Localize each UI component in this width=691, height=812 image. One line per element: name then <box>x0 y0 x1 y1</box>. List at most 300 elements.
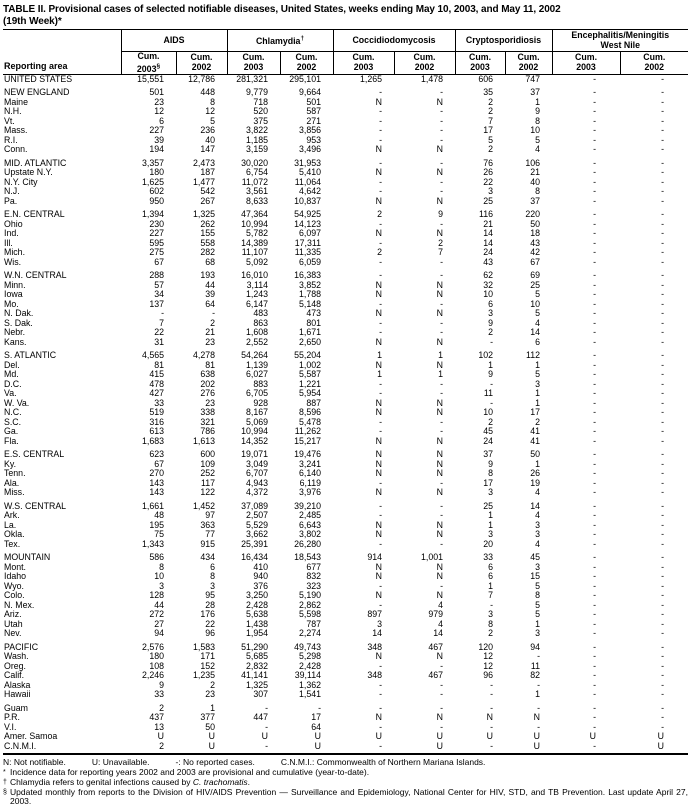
value-cell: 519 <box>149 408 164 418</box>
reporting-area-cell: Maine <box>4 97 28 107</box>
value-cell: 3,241 <box>298 459 321 469</box>
value-cell: - <box>661 449 665 460</box>
value-cell: 28 <box>205 600 215 610</box>
value-cell: - <box>593 690 597 700</box>
value-cell: - <box>490 680 494 690</box>
value-cell: - <box>379 511 382 521</box>
value-cell: 180 <box>149 168 164 178</box>
table-title-line1: TABLE II. Provisional cases of selected notifiable diseases, United States, weeks ending May 10, 2003, and May 11, 2002 <box>3 4 561 15</box>
value-cell: 3 <box>488 309 494 319</box>
value-cell: 62 <box>483 270 494 281</box>
value-cell: 427 <box>149 389 164 399</box>
reporting-area-cell: Iowa <box>4 290 23 300</box>
value-cell: - <box>593 469 597 479</box>
value-cell: 1,608 <box>245 328 268 338</box>
value-cell: - <box>661 177 665 187</box>
value-cell: - <box>661 610 665 620</box>
table-row <box>3 601 688 611</box>
column-header: Cum. 2002 <box>280 52 333 75</box>
value-cell: - <box>661 209 665 220</box>
value-cell: 31,953 <box>294 157 321 168</box>
table-row <box>3 582 688 592</box>
value-cell: - <box>593 257 597 267</box>
value-cell: N <box>436 168 444 178</box>
value-cell: - <box>661 539 665 549</box>
value-cell: - <box>440 417 444 427</box>
table-row <box>3 530 688 540</box>
value-cell: 832 <box>306 572 321 582</box>
value-cell: - <box>440 107 444 117</box>
value-cell: - <box>440 135 444 145</box>
value-cell: 23 <box>154 97 164 107</box>
value-cell: - <box>593 722 597 732</box>
value-cell: 25,391 <box>241 539 268 549</box>
value-cell: 7 <box>438 248 444 258</box>
value-cell: 6 <box>535 337 541 347</box>
value-cell: - <box>490 337 494 347</box>
value-cell: - <box>440 157 444 168</box>
value-cell: 1 <box>210 702 215 713</box>
value-cell: N <box>436 459 444 469</box>
value-cell: 12 <box>154 107 164 117</box>
reporting-area-cell: S.C. <box>4 417 22 427</box>
value-cell: N <box>375 459 382 469</box>
value-cell: 106 <box>525 157 541 168</box>
value-cell: 2,507 <box>245 511 268 521</box>
value-cell: - <box>661 562 665 572</box>
value-cell: 271 <box>306 116 321 126</box>
value-cell: - <box>661 581 665 591</box>
value-cell: 276 <box>200 389 215 399</box>
value-cell: - <box>379 270 382 281</box>
value-cell: 586 <box>149 552 164 563</box>
value-cell: 10,837 <box>294 196 321 206</box>
reporting-area-cell: Guam <box>4 702 28 713</box>
table-row <box>3 511 688 521</box>
value-cell: - <box>593 641 597 652</box>
value-cell: 6,059 <box>298 257 321 267</box>
value-cell: - <box>593 370 597 380</box>
value-cell: - <box>593 539 597 549</box>
value-cell: - <box>593 270 597 281</box>
value-cell: 8 <box>210 572 215 582</box>
value-cell: - <box>593 318 597 328</box>
value-cell: 295,101 <box>289 74 321 84</box>
value-cell: 14,352 <box>241 436 268 446</box>
value-cell: 10 <box>483 290 494 300</box>
value-cell: 5,598 <box>298 610 321 620</box>
value-cell: U <box>176 742 227 755</box>
value-cell: 5 <box>535 610 541 620</box>
table-row <box>3 187 688 197</box>
reporting-area-cell: Hawaii <box>4 690 31 700</box>
value-cell: N <box>375 229 382 239</box>
value-cell: - <box>490 600 494 610</box>
value-cell: N <box>375 591 382 601</box>
value-cell: - <box>440 126 444 136</box>
value-cell: 6,707 <box>245 469 268 479</box>
value-cell: 9 <box>438 209 444 220</box>
value-cell: 321 <box>200 417 215 427</box>
value-cell: 5,298 <box>298 652 321 662</box>
value-cell: 8,596 <box>298 408 321 418</box>
value-cell: N <box>375 652 382 662</box>
value-cell: - <box>440 389 444 399</box>
table-row <box>3 267 688 281</box>
value-cell: 897 <box>367 610 382 620</box>
value-cell: 638 <box>200 370 215 380</box>
value-cell: - <box>661 500 665 511</box>
table-row <box>3 338 688 348</box>
value-cell: 6,705 <box>245 389 268 399</box>
value-cell: 10 <box>530 126 541 136</box>
value-cell: - <box>593 248 597 258</box>
value-cell: 5,782 <box>245 229 268 239</box>
value-cell: 94 <box>530 641 541 652</box>
value-cell: 1 <box>377 350 382 361</box>
value-cell: - <box>661 318 665 328</box>
value-cell: - <box>661 257 665 267</box>
value-cell: 1,185 <box>245 135 268 145</box>
value-cell: - <box>379 135 382 145</box>
value-cell: - <box>537 652 541 662</box>
value-cell: 23 <box>205 337 215 347</box>
reporting-area-cell: Ga. <box>4 427 19 437</box>
value-cell: - <box>593 309 597 319</box>
value-cell: 33 <box>154 398 164 408</box>
value-cell: 1,541 <box>298 690 321 700</box>
table-row <box>3 681 688 691</box>
value-cell: 82 <box>530 671 541 681</box>
value-cell: - <box>661 469 665 479</box>
reporting-area-cell: W.S. CENTRAL <box>4 500 67 511</box>
value-cell: 3,976 <box>298 488 321 498</box>
disease-group-header: AIDS <box>121 30 227 52</box>
value-cell: - <box>318 702 321 713</box>
value-cell: 25 <box>483 500 494 511</box>
value-cell: - <box>661 713 665 723</box>
value-cell: - <box>490 379 494 389</box>
table-row <box>3 84 688 98</box>
reporting-area-cell: Ark. <box>4 511 20 521</box>
value-cell: 31 <box>154 337 164 347</box>
value-cell: 34 <box>154 290 164 300</box>
value-cell: - <box>661 690 665 700</box>
value-cell: 2,485 <box>298 511 321 521</box>
value-cell: 1,362 <box>298 680 321 690</box>
value-cell: 7 <box>488 591 494 601</box>
table-row <box>3 671 688 681</box>
value-cell: 6 <box>159 116 164 126</box>
reporting-area-cell: Nev. <box>4 629 22 639</box>
value-cell: - <box>593 209 597 220</box>
value-cell: 230 <box>149 219 164 229</box>
value-cell: - <box>440 87 444 98</box>
value-cell: 25 <box>530 280 541 290</box>
table-row <box>3 155 688 169</box>
value-cell: 467 <box>428 641 444 652</box>
value-cell: 19,071 <box>241 449 268 460</box>
value-cell: - <box>379 478 382 488</box>
reporting-area-cell: Tex. <box>4 539 21 549</box>
value-cell: N <box>436 572 444 582</box>
value-cell: 176 <box>200 610 215 620</box>
value-cell: 267 <box>200 196 215 206</box>
value-cell: - <box>379 328 382 338</box>
value-cell: 54,264 <box>241 350 268 361</box>
reporting-area-cell: P.R. <box>4 713 20 723</box>
value-cell: - <box>593 177 597 187</box>
value-cell: 122 <box>200 488 215 498</box>
value-cell: 41 <box>530 427 541 437</box>
value-cell: N <box>436 309 444 319</box>
value-cell: 32 <box>483 280 494 290</box>
reporting-area-cell: MID. ATLANTIC <box>4 157 67 168</box>
reporting-area-cell: W. Va. <box>4 398 30 408</box>
reporting-area-cell: Md. <box>4 370 19 380</box>
reporting-area-cell: PACIFIC <box>4 641 39 652</box>
reporting-area-cell: R.I. <box>4 135 18 145</box>
table-row <box>3 591 688 601</box>
value-cell: - <box>379 389 382 399</box>
value-cell: - <box>440 299 444 309</box>
value-cell: - <box>593 680 597 690</box>
value-cell: - <box>661 97 665 107</box>
value-cell: 1 <box>438 350 444 361</box>
value-cell: 40 <box>530 177 541 187</box>
value-cell: - <box>661 552 665 563</box>
value-cell: - <box>661 270 665 281</box>
value-cell: N <box>375 337 382 347</box>
disease-group-header: Encephalitis/Meningitis West Nile <box>552 30 688 52</box>
value-cell: 542 <box>200 187 215 197</box>
value-cell: 863 <box>253 318 268 328</box>
value-cell: - <box>661 107 665 117</box>
value-cell: - <box>379 539 382 549</box>
value-cell: 1,325 <box>245 680 268 690</box>
value-cell: U <box>533 732 541 742</box>
value-cell: - <box>379 722 382 732</box>
value-cell: N <box>375 145 382 155</box>
value-cell: - <box>661 436 665 446</box>
value-cell: - <box>661 135 665 145</box>
value-cell: 9,779 <box>245 87 268 98</box>
value-cell: 67 <box>154 257 164 267</box>
value-cell: N <box>436 520 444 530</box>
value-cell: - <box>379 238 382 248</box>
value-cell: - <box>661 219 665 229</box>
value-cell: 194 <box>149 145 164 155</box>
value-cell: N <box>436 652 444 662</box>
value-cell: 45 <box>530 552 541 563</box>
value-cell: - <box>593 398 597 408</box>
value-cell: - <box>661 417 665 427</box>
value-cell: N <box>533 713 541 723</box>
value-cell: 21 <box>530 168 541 178</box>
value-cell: 8,633 <box>245 196 268 206</box>
value-cell: 8 <box>535 187 541 197</box>
value-cell: 4,642 <box>298 187 321 197</box>
table-row <box>3 74 688 84</box>
value-cell: - <box>593 87 597 98</box>
value-cell: 272 <box>149 610 164 620</box>
table-row <box>3 258 688 268</box>
value-cell: 202 <box>200 379 215 389</box>
value-cell: 50 <box>530 449 541 460</box>
value-cell: 55,204 <box>294 350 321 361</box>
value-cell: N <box>375 530 382 540</box>
value-cell: - <box>440 116 444 126</box>
note-text: Chlamydia refers to genital infections caused by C. trachomatis. <box>10 776 251 787</box>
value-cell: 3 <box>377 619 382 629</box>
value-cell: - <box>379 702 382 713</box>
value-cell: U <box>394 742 455 755</box>
value-cell: 2 <box>438 238 444 248</box>
reporting-area-cell: La. <box>4 520 17 530</box>
reporting-area-cell: D.C. <box>4 379 22 389</box>
value-cell: 338 <box>200 408 215 418</box>
value-cell: 595 <box>149 238 164 248</box>
disease-group-header: Coccidiodomycosis <box>333 30 455 52</box>
value-cell: 1,139 <box>245 360 268 370</box>
table-row <box>3 290 688 300</box>
value-cell: N <box>436 280 444 290</box>
value-cell: 2 <box>159 702 164 713</box>
value-cell: N <box>436 97 444 107</box>
value-cell: - <box>661 74 665 84</box>
table-row <box>3 732 688 742</box>
value-cell: 1 <box>535 97 541 107</box>
reporting-area-cell: Wyo. <box>4 581 24 591</box>
reporting-area-cell: V.I. <box>4 722 17 732</box>
table-row <box>3 446 688 460</box>
table-row <box>3 107 688 117</box>
value-cell: 112 <box>525 350 541 361</box>
value-cell: 1,002 <box>298 360 321 370</box>
value-cell: - <box>593 520 597 530</box>
value-cell: 8 <box>159 562 164 572</box>
value-cell: 787 <box>306 619 321 629</box>
value-cell: 6,147 <box>245 299 268 309</box>
table-row <box>3 437 688 447</box>
value-cell: - <box>440 661 444 671</box>
value-cell: 39,210 <box>294 500 321 511</box>
value-cell: 102 <box>478 350 494 361</box>
value-cell: 47,364 <box>241 209 268 220</box>
value-cell: 16,434 <box>241 552 268 563</box>
value-cell: 39 <box>154 135 164 145</box>
value-cell: 1,343 <box>141 539 164 549</box>
table-row <box>3 610 688 620</box>
table-row <box>3 220 688 230</box>
value-cell: 613 <box>149 427 164 437</box>
value-cell: - <box>661 722 665 732</box>
value-cell: - <box>593 280 597 290</box>
value-cell: 473 <box>306 309 321 319</box>
table-row <box>3 206 688 220</box>
value-cell: - <box>593 591 597 601</box>
value-cell: U <box>208 732 215 742</box>
value-cell: 262 <box>200 219 215 229</box>
value-cell: 39,114 <box>294 671 321 681</box>
value-cell: - <box>161 309 164 319</box>
table-row <box>3 620 688 630</box>
value-cell: 940 <box>253 572 268 582</box>
value-cell: 1,438 <box>245 619 268 629</box>
value-cell: 4,372 <box>245 488 268 498</box>
value-cell: 120 <box>478 641 494 652</box>
table-row <box>3 629 688 639</box>
value-cell: 76 <box>483 157 494 168</box>
value-cell: 4 <box>438 600 444 610</box>
value-cell: 5 <box>210 116 215 126</box>
reporting-area-cell: Ala. <box>4 478 20 488</box>
value-cell: 227 <box>149 126 164 136</box>
value-cell: - <box>379 257 382 267</box>
value-cell: - <box>661 478 665 488</box>
value-cell: 3 <box>535 562 541 572</box>
value-cell: 3,856 <box>298 126 321 136</box>
reporting-area-cell: E.S. CENTRAL <box>4 449 65 460</box>
note-marker-dagger: † <box>3 778 7 786</box>
value-cell: U <box>375 732 382 742</box>
value-cell: - <box>379 157 382 168</box>
table-row <box>3 347 688 361</box>
value-cell: - <box>661 248 665 258</box>
value-cell: 467 <box>428 671 444 681</box>
value-cell: 2,473 <box>192 157 215 168</box>
value-cell: N <box>436 449 444 460</box>
table-title-line2: (19th Week)* <box>3 15 62 27</box>
column-header: Cum. 2003 <box>552 52 620 75</box>
value-cell: 18,543 <box>294 552 321 563</box>
value-cell: - <box>593 135 597 145</box>
value-cell: 67 <box>530 257 541 267</box>
value-cell: 137 <box>149 299 164 309</box>
value-cell: 3,561 <box>245 187 268 197</box>
value-cell: 375 <box>253 116 268 126</box>
value-cell: - <box>593 581 597 591</box>
value-cell: - <box>661 389 665 399</box>
value-cell: 152 <box>200 661 215 671</box>
value-cell: 801 <box>306 318 321 328</box>
value-cell: - <box>661 641 665 652</box>
value-cell: 5 <box>535 370 541 380</box>
table-row <box>3 229 688 239</box>
value-cell: 48 <box>154 511 164 521</box>
value-cell: 9 <box>488 459 494 469</box>
value-cell: - <box>593 600 597 610</box>
reporting-area-cell: N.J. <box>4 187 20 197</box>
value-cell: 81 <box>154 360 164 370</box>
value-cell: - <box>593 196 597 206</box>
value-cell: 17 <box>530 408 541 418</box>
value-cell: - <box>593 449 597 460</box>
value-cell: 2 <box>488 328 494 338</box>
value-cell: 9 <box>159 680 164 690</box>
value-cell: 1 <box>535 360 541 370</box>
value-cell: 51,290 <box>241 641 268 652</box>
table-row <box>3 469 688 479</box>
value-cell: U <box>620 742 688 755</box>
value-cell: - <box>593 219 597 229</box>
value-cell: 16,010 <box>241 270 268 281</box>
table-row <box>3 309 688 319</box>
value-cell: 11,335 <box>294 248 321 258</box>
value-cell: 3 <box>535 530 541 540</box>
value-cell: - <box>593 436 597 446</box>
table-row <box>3 281 688 291</box>
